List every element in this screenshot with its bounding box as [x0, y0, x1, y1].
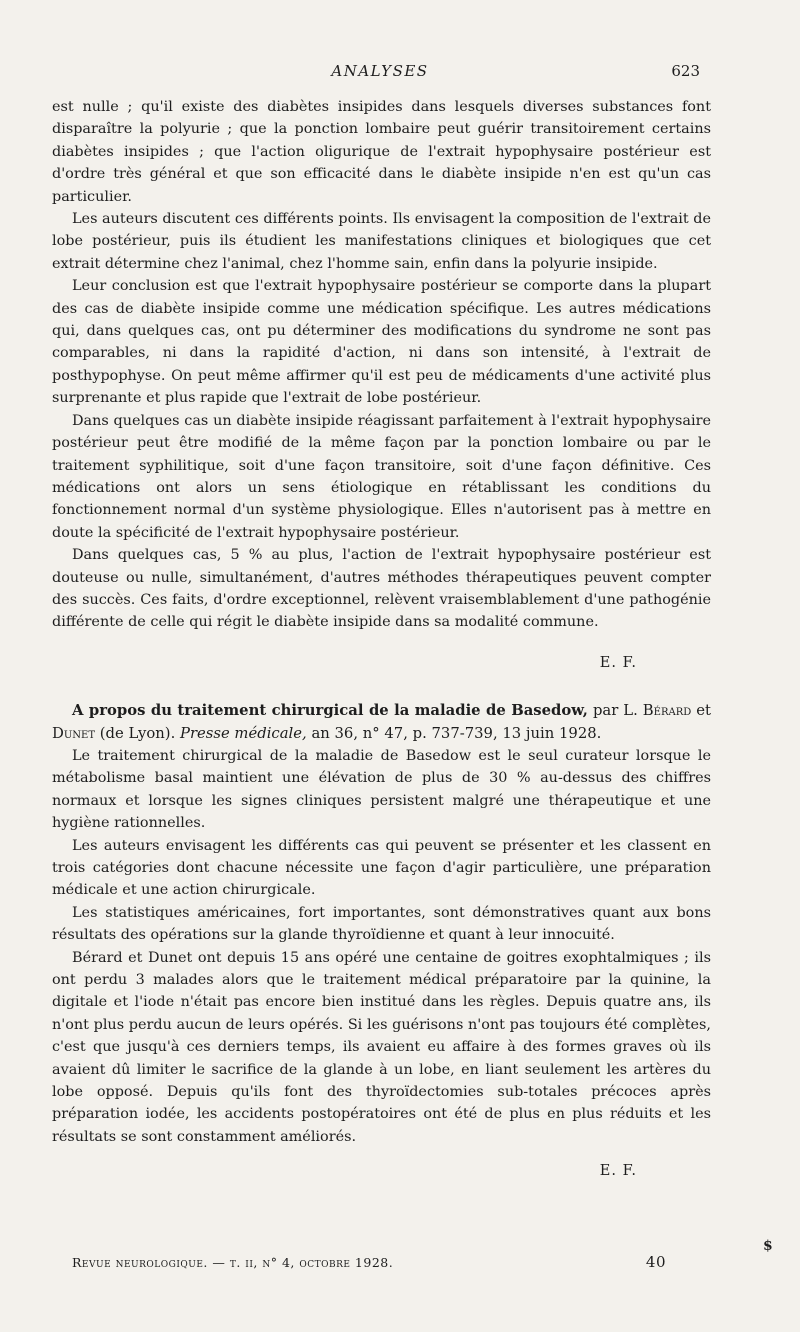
paragraph: Leur conclusion est que l'extrait hypophysaire postérieur se comporte dans la plupart des cas de diabète insipide comme une médication spécifique. Les autres médications qui, dans quelques cas, ont pu déterminer des modifications du syndrome ne sont pas comparables, ni dans la rapidité d'action, ni dans son intensité, à l'extrait de posthypophyse. On peut même affirmer qu'il est peu de médicaments d'une activité plus surprenante et plus rapide que l'extrait de lobe postérieur. — [52, 278, 711, 407]
article-title: A propos du traitement chirurgical de la maladie de Basedow, — [72, 702, 588, 720]
author-name: Dunet — [52, 724, 96, 742]
by-label: par L. — [592, 702, 638, 720]
paragraph: Les auteurs envisagent les différents cas qui peuvent se présenter et les classent en trois catégories dont chacune nécessite une façon d'agir particulière, une préparation médicale et une action chirurgicale. — [52, 837, 711, 899]
margin-mark: $ — [763, 1238, 773, 1254]
paragraph: Dans quelques cas, 5 % au plus, l'action de l'extrait hypophysaire postérieur est douteuse ou nulle, simultanément, d'autres méthodes thérapeutiques peuvent compter des succès. Ces faits, d'ordre exceptionnel, relèvent vraisemblablement d'une pathogénie différente de celle qui régit le diabète insipide dans sa modalité commune. — [52, 547, 711, 631]
paragraph: Les statistiques américaines, fort importantes, sont démonstratives quant aux bons résultats des opérations sur la glande thyroïdienne et quant à leur innocuité. — [52, 904, 711, 944]
paragraph: Le traitement chirurgical de la maladie de Basedow est le seul curateur lorsque le métabolisme basal maintient une élévation de plus de 30 % au-dessus des chiffres normaux et lorsque les signes cliniques persistent malgré une thérapeutique et une hygiène rationnelles. — [52, 747, 711, 832]
paragraph: Bérard et Dunet ont depuis 15 ans opéré une centaine de goitres exophtalmiques ; ils ont perdu 3 malades alors que le traitement médical préparatoire par la quinine, la digitale et l'iode n'était pas encore bien institué dans les règles. Depuis quatre ans, ils n'ont plus perdu aucun de leurs opérés. Si les guérisons n'ont pas toujours été complètes, c'est que jusqu'à ces derniers temps, ils avaient eu affaire à des formes graves où ils avaient dû limiter le sacrifice de la glande à un lobe, en liant seulement les artères du lobe opposé. Depuis qu'ils font des thyroïdectomies sub-totales précoces après préparation iodée, les accidents postopératoires ont été de plus en plus réduits et les résultats se sont constamment améliorés. — [52, 949, 711, 1145]
footer-journal: Revue neurologique. — t. ii, n° 4, octobre 1928. — [72, 1255, 394, 1270]
author-name: Bérard — [642, 702, 692, 720]
sheet-number: 40 — [645, 1253, 666, 1271]
citation: an 36, n° 47, p. 737-739, 13 juin 1928. — [311, 724, 602, 742]
paragraph: est nulle ; qu'il existe des diabètes insipides dans lesquels diverses substances font disparaître la polyurie ; que la ponction lombaire peut guérir transitoirement certains diabètes insipides ; que l'action oligurique de l'extrait hypophysaire postérieur est d'ordre très général et que son efficacité dans le diabète insipide n'en est qu'un cas particulier. — [52, 99, 711, 205]
signature: E. F. — [599, 654, 637, 671]
article-heading — [52, 700, 711, 745]
author-place: (de Lyon). — [99, 724, 176, 742]
body-text — [52, 96, 711, 1183]
running-title: ANALYSES — [331, 62, 429, 80]
paragraph: Dans quelques cas un diabète insipide réagissant parfaitement à l'extrait hypophysaire postérieur peut être modifié de la même façon par la ponction lombaire ou par le traitement syphilitique, soit d'une façon transitoire, soit d'une façon définitive. Ces médications ont alors un sens étiologique en rétablissant les conditions du fonctionnement normal d'un système physiologique. Elles n'autorisent pas à mettre en doute la spécificité de l'extrait hypophysaire postérieur. — [52, 412, 711, 541]
paragraph: Les auteurs discutent ces différents points. Ils envisagent la composition de l'extrait de lobe postérieur, puis ils étudient les manifestations cliniques et biologiques que cet extrait détermine chez l'animal, chez l'homme sain, enfin dans la polyurie insipide. — [52, 211, 711, 272]
signature: E. F. — [599, 1163, 637, 1180]
page-footer — [72, 1255, 666, 1270]
page-number: 623 — [671, 62, 700, 80]
running-head — [60, 62, 700, 84]
and-label: et — [696, 702, 711, 720]
journal-name: Presse médicale, — [180, 724, 307, 742]
